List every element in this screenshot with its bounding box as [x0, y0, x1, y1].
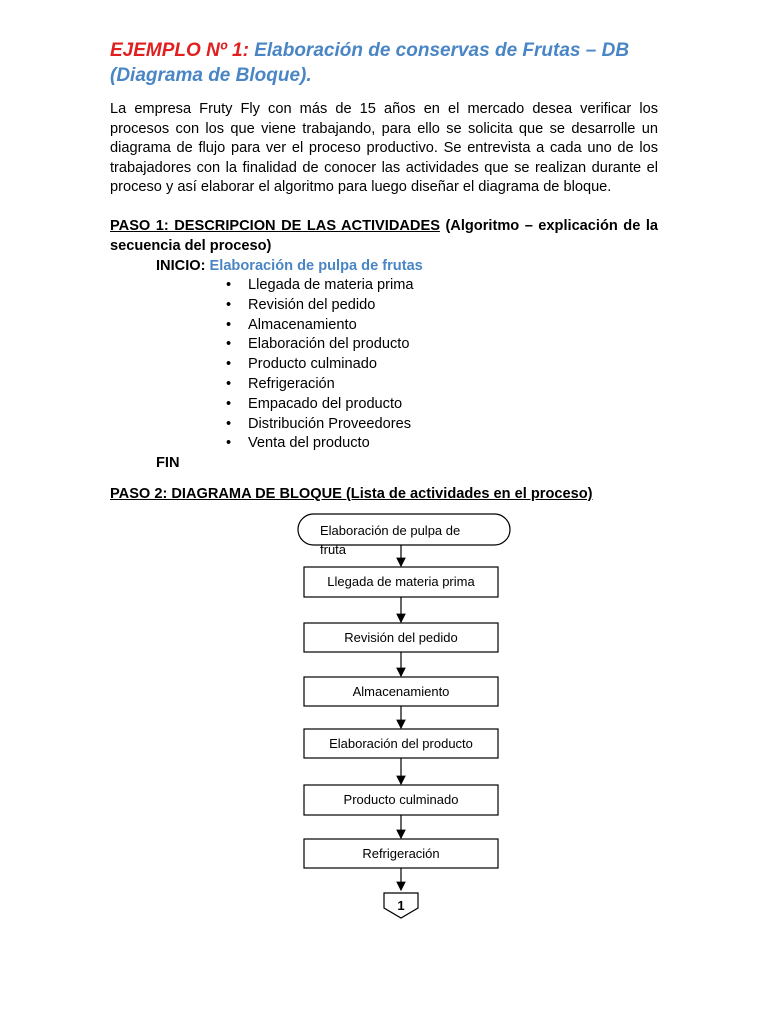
diagram-box: [304, 677, 498, 706]
diagram-box: [304, 839, 498, 868]
diagram-box: [304, 729, 498, 758]
list-item-label: Refrigeración: [248, 375, 335, 392]
paso2-heading: PASO 2: DIAGRAMA DE BLOQUE (Lista de actividades en el proceso): [110, 486, 593, 502]
list-item-label: Distribución Proveedores: [248, 415, 412, 432]
list-item-label: Producto culminado: [248, 356, 377, 373]
diagram-box: [304, 623, 498, 652]
box-label: Producto culminado: [343, 792, 459, 807]
title-rest: Elaboración de conservas de Frutas – DB (Diagrama de Bloque).: [110, 40, 630, 86]
connector-label: 1: [397, 898, 405, 913]
bullet-icon: •: [226, 415, 232, 432]
bullet-icon: •: [226, 316, 232, 333]
inicio-value: Elaboración de pulpa de frutas: [209, 258, 423, 274]
bullet-icon: •: [226, 296, 232, 313]
title-lead: EJEMPLO Nº 1:: [110, 40, 249, 61]
list-item-label: Elaboración del producto: [248, 336, 410, 353]
diagram-box: [304, 785, 498, 815]
box-label: Llegada de materia prima: [327, 574, 475, 589]
start-node-line1: Elaboración de pulpa de: [320, 523, 461, 538]
list-item-label: Empacado del producto: [248, 395, 403, 412]
list-item-label: Venta del producto: [248, 435, 370, 452]
box-label: Almacenamiento: [352, 684, 450, 699]
box-label: Elaboración del producto: [329, 736, 473, 751]
diagram-start-node: [298, 514, 510, 557]
bullet-icon: •: [226, 356, 232, 373]
diagram-box: [304, 567, 498, 597]
bullet-icon: •: [226, 435, 232, 452]
inicio-label: INICIO:: [156, 258, 206, 274]
paso1-detail: (Algoritmo – explicación de la secuencia del proceso): [110, 218, 658, 254]
bullet-icon: •: [226, 375, 232, 392]
intro-paragraph: La empresa Fruty Fly con más de 15 años en el mercado desea verificar los procesos con los que viene trabajando, para ello se solicita que se desarrolle un diagrama de flujo para ver el proceso productivo. Se entrevista a cada uno de los trabajadores con la finalidad de conocer las actividades que se realizan durante el proceso y así elaborar el algoritmo para luego diseñar el diagrama de bloque.: [110, 101, 658, 195]
bullet-icon: •: [226, 395, 232, 412]
list-item-label: Llegada de materia prima: [248, 277, 414, 293]
bullet-icon: •: [226, 336, 232, 353]
list-item-label: Revisión del pedido: [248, 296, 376, 313]
bullet-icon: •: [226, 277, 232, 293]
box-label: Refrigeración: [362, 846, 440, 861]
list-item-label: Almacenamiento: [248, 316, 357, 333]
offpage-connector: [384, 893, 418, 918]
box-label: Revisión del pedido: [344, 630, 458, 645]
fin-label: FIN: [156, 455, 180, 471]
start-node-line2: fruta: [320, 542, 347, 557]
paso1-title: PASO 1: DESCRIPCION DE LAS ACTIVIDADES: [110, 218, 440, 234]
